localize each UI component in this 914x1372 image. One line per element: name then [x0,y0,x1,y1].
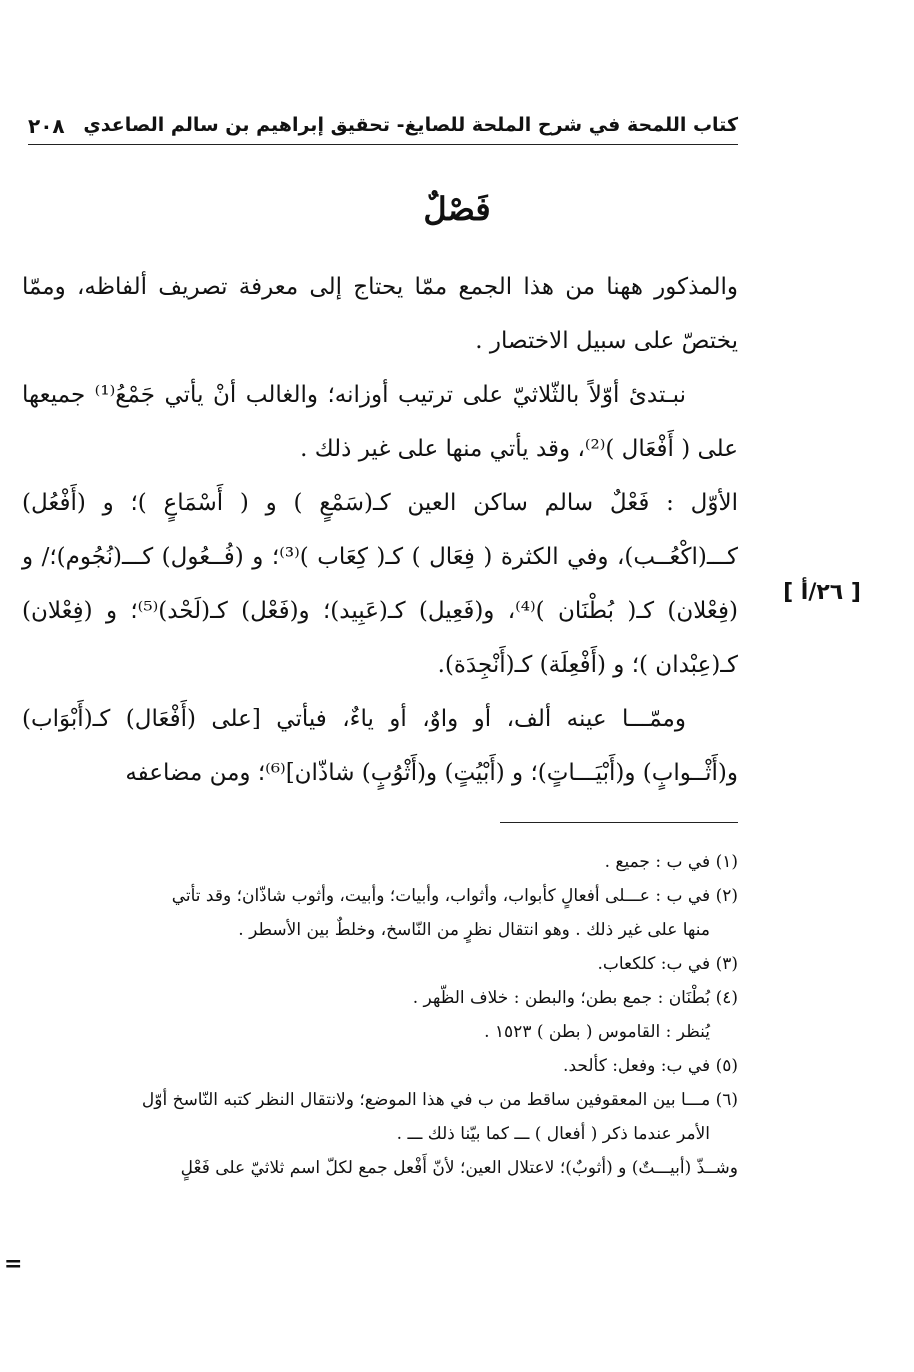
continuation-mark: = [4,1251,23,1277]
footnote-2-continued: منها على غير ذلك . وهو انتقال نظرٍ من النّاسخ، وخلطٌ بين الأسطر . [238,920,710,940]
footnote-1: (١) في ب : جميع . [604,852,738,872]
paragraph-1: والمذكور ههنا من هذا الجمع ممّا يحتاج إلى معرفة تصريف ألفاظه، وممّا يختصّ على سبيل الاختصار . [22,274,738,354]
footnote-2: (٢) في ب : عـــلى أفعالٍ كأبواب، وأثواب، وأبيات؛ وأبيت، وأثوب شاذّان؛ وقد تأتي [171,886,738,906]
footnote-5: (٥) في ب: وفعل: كألحد. [563,1056,738,1076]
footnote-6-continued: الأمر عندما ذكر ( أفعال ) ـــ كما بيّنا ذلك ـــ . [396,1124,710,1144]
footnote-3: (٣) في ب: كلكعاب. [597,954,738,974]
footnotes [22,845,738,1185]
footnote-6: (٦) مـــا بين المعقوفين ساقط من ب في هذا الموضع؛ ولانتقال النظر كتبه النّاسخ أوّل [141,1090,738,1110]
paragraph-2: نبـتدئ أوّلاً بالثّلاثيّ على ترتيب أوزانه؛ والغالب أنْ يأتي جَمْعُ⁽¹⁾ جميعها على ( أَفْعَال )⁽²⁾، وقد يأتي منها على غير ذلك . [22,382,738,462]
footnote-6-extra-line: وشــذّ (أبيـــتٌ) و (أثوبٌ)؛ لاعتلال العين؛ لأنّ أَفْعل جمع لكلّ اسم ثلاثيّ على فَعْلٍ [180,1158,738,1178]
page-number: ٢٠٨ [28,114,65,138]
main-text [22,260,738,800]
footnote-4-reference: يُنظر : القاموس ( بطن ) ١٥٢٣ . [484,1022,710,1042]
footnote-divider [500,822,738,823]
book-title: كتاب اللمحة في شرح الملحة للصايغ- تحقيق إبراهيم بن سالم الصاعدي [83,114,738,136]
manuscript-folio-marker: [ ٢٦/أ ] [783,580,861,605]
header-divider [28,144,738,145]
section-heading: فَصْلٌ [423,190,491,228]
paragraph-3: الأوّل : فَعْلٌ سالم ساكن العين كـ(سَمْعٍ ) و ( أَسْمَاعٍ )؛ و (أَفْعُل) كـــ(اكْعُــب)، وفي الكثرة ( فِعَال ) كـ( كِعَاب )⁽³⁾؛ و (فُــعُول) كـــ(نُجُوم)؛/ و (فِعْلان) كـ( بُطْنَان )⁽⁴⁾، و(فَعِيل) كـ(عَبِيد)؛ و(فَعْل) كـ(لَحْد)⁽⁵⁾؛ و (فِعْلان) كـ(عِبْدان )؛ و (أَفْعِلَة) كـ(أَنْجِدَة). [22,490,739,678]
footnote-4: (٤) بُطْنَان : جمع بطن؛ والبطن : خلاف الظّهر . [412,988,738,1008]
paragraph-4: وممّـــا عينه ألف، أو واوٌ، أو ياءٌ، فيأتي [على (أَفْعَال) كـ(أَبْوَاب) و(أَثْــوابٍ) و(أَبْيَـــاتٍ)؛ و (أَبْيُتٍ) و(أَثْوُبٍ) شاذّان]⁽⁶⁾؛ ومن مضاعفه [22,706,738,786]
running-header [28,108,738,142]
